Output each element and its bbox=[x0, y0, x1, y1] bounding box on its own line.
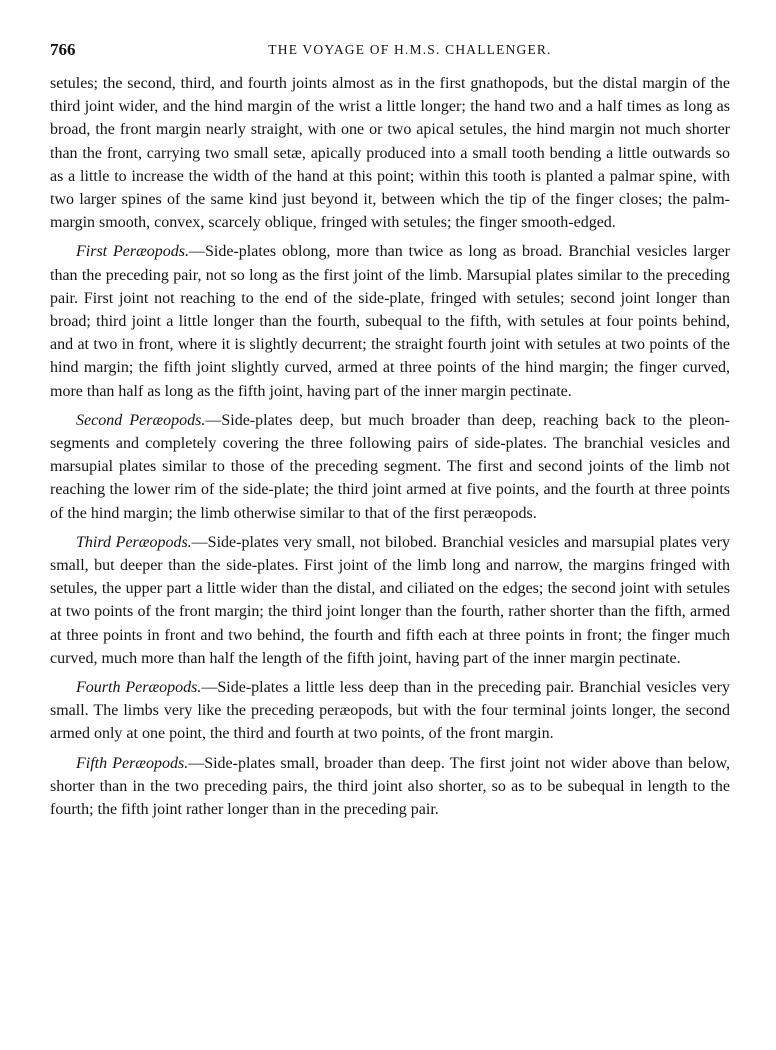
paragraph-text: —Side-plates small, broader than deep. The first joint not wider above than below, shorter than in the two preceding pairs, the third joint also shorter, so as to be subequal in length to the fourth; the fifth joint rather longer than in the preceding pair. bbox=[50, 754, 731, 819]
section-heading: Second Peræopods. bbox=[76, 411, 206, 429]
paragraph-text: —Side-plates a little less deep than in the preceding pair. Branchial vesicles very small. The limbs very like the preceding peræopods, but with the four terminal joints longer, the second armed only at one point, the third and fourth at two points, of the front margin. bbox=[50, 679, 731, 743]
paragraph-fourth-peraeopods bbox=[50, 676, 730, 746]
paragraph-text: —Side-plates oblong, more than twice as long as broad. Branchial vesicles larger than the preceding pair, not so long as the first joint of the limb. Marsupial plates similar to the preceding pair. First joint not reaching to the end of the side-plate, fringed with setules; second joint longer than broad; third joint a little longer than the fourth, subequal to the fifth, with setules at four points behind, and at two in front, where it is slightly decurrent; the straight fourth joint with setules at two points of the hind margin; the fifth joint slightly curved, armed at three points of the hind margin; the finger curved, more than half as long as the fifth joint, having part of the inner margin pectinate. bbox=[50, 243, 730, 400]
paragraph-first-peraeopods bbox=[50, 240, 730, 402]
paragraph-gnathopod-continuation bbox=[50, 72, 730, 234]
page-number: 766 bbox=[50, 40, 76, 59]
section-heading: Fourth Peræopods. bbox=[76, 679, 202, 697]
body-text bbox=[50, 72, 730, 821]
paragraph-text: setules; the second, third, and fourth joints almost as in the first gnathopods, but the distal margin of the third joint wider, and the hind margin of the wrist a little longer; the hand two and a half times as long as broad, the front margin nearly straight, with one or two apical setules, the hind margin not much shorter than the front, carrying two small setæ, apically produced into a small tooth bending a little outwards so as a little to increase the width of the hand at this point; within this tooth is planted a palmar spine, with two larger spines of the same kind just beyond it, between which the tip of the finger closes; the palm-margin smooth, convex, scarcely oblique, fringed with setules; the finger smooth-edged. bbox=[50, 75, 730, 232]
paragraph-text: —Side-plates deep, but much broader than deep, reaching back to the pleon-segments and completely covering the three following pairs of side-plates. The branchial vesicles and marsupial plates similar to those of the preceding segment. The first and second joints of the limb not reaching the lower rim of the side-plate; the third joint armed at five points, and the fourth at three points of the hind margin; the limb otherwise similar to that of the first peræopods. bbox=[50, 411, 731, 522]
section-heading: Third Peræopods. bbox=[76, 533, 192, 551]
section-heading: First Peræopods. bbox=[76, 243, 190, 261]
paragraph-third-peraeopods bbox=[50, 531, 730, 670]
page-header bbox=[50, 40, 730, 64]
running-title: THE VOYAGE OF H.M.S. CHALLENGER. bbox=[268, 42, 552, 57]
document-page bbox=[50, 40, 730, 827]
section-heading: Fifth Peræopods. bbox=[76, 754, 189, 772]
paragraph-text: —Side-plates very small, not bilobed. Branchial vesicles and marsupial plates very small, but deeper than the side-plates. First joint of the limb long and narrow, the margins fringed with setules, the upper part a little wider than the distal, and ciliated on the edges; the second joint with setules at two points of the front margin; the third joint longer than the fourth, rather shorter than the fifth, armed at three points in front and two behind, the fourth and fifth each at three points in front; the finger much curved, much more than half the length of the fifth joint, having part of the inner margin pectinate. bbox=[50, 533, 730, 667]
paragraph-second-peraeopods bbox=[50, 409, 730, 525]
paragraph-fifth-peraeopods bbox=[50, 752, 730, 822]
